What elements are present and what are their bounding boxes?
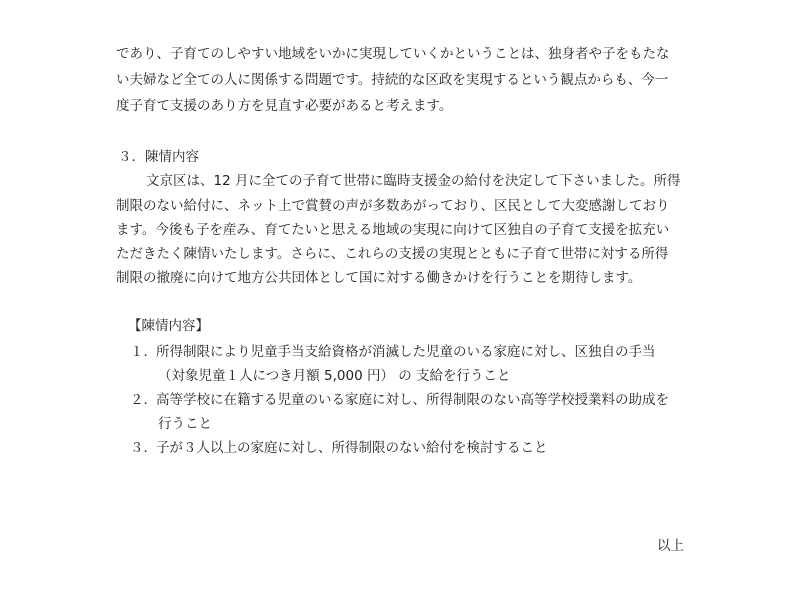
section-3-body-line-4: ただきたく陳情いたします。さらに、これらの支援の実現とともに子育て世帯に対する所得 bbox=[116, 246, 669, 262]
petition-item-2-number: ２． bbox=[130, 392, 157, 408]
petition-item-3-number: ３． bbox=[130, 440, 157, 456]
section-3-body-line-1: 文京区は、12 月に全ての子育て世帯に臨時支援金の給付を決定して下さいました。所得 bbox=[146, 173, 681, 189]
petition-item-2-line-1: 高等学校に在籍する児童のいる家庭に対し、所得制限のない高等学校授業料の助成を bbox=[156, 392, 669, 408]
section-3-body-line-2: 制限のない給付に、ネット上で賞賛の声が多数あがっており、区民として大変感謝しており bbox=[116, 198, 670, 214]
section-3-body-line-3: ます。今後も子を産み、育てたいと思える地域の実現に向けて区独自の子育て支援を拡充い bbox=[116, 222, 670, 238]
petition-item-3-line-1: 子が３人以上の家庭に対し、所得制限のない給付を検討すること bbox=[156, 440, 548, 456]
intro-line-3: 度子育て支援のあり方を見直す必要があると考えます。 bbox=[116, 98, 453, 114]
petition-heading: 【陳情内容】 bbox=[128, 318, 209, 334]
intro-line-2: い夫婦など全ての人に関係する問題です。持続的な区政を実現するという観点からも、今一 bbox=[116, 72, 669, 88]
petition-item-1-line-1: 所得制限により児童手当支給資格が消滅した児童のいる家庭に対し、区独自の手当 bbox=[156, 344, 656, 360]
section-3-heading: ３．陳情内容 bbox=[118, 149, 199, 165]
closing-text: 以上 bbox=[657, 538, 684, 554]
intro-line-1: であり、子育てのしやすい地域をいかに実現していくかということは、独身者や子をもたな bbox=[116, 46, 670, 62]
petition-item-1-number: １． bbox=[130, 344, 157, 360]
petition-item-1-line-2: （対象児童１人につき月額 5,000 円） の 支給を行うこと bbox=[158, 368, 511, 384]
section-3-body-line-5: 制限の撤廃に向けて地方公共団体として国に対する働きかけを行うことを期待します。 bbox=[116, 270, 642, 286]
petition-item-2-line-2: 行うこと bbox=[158, 416, 212, 432]
